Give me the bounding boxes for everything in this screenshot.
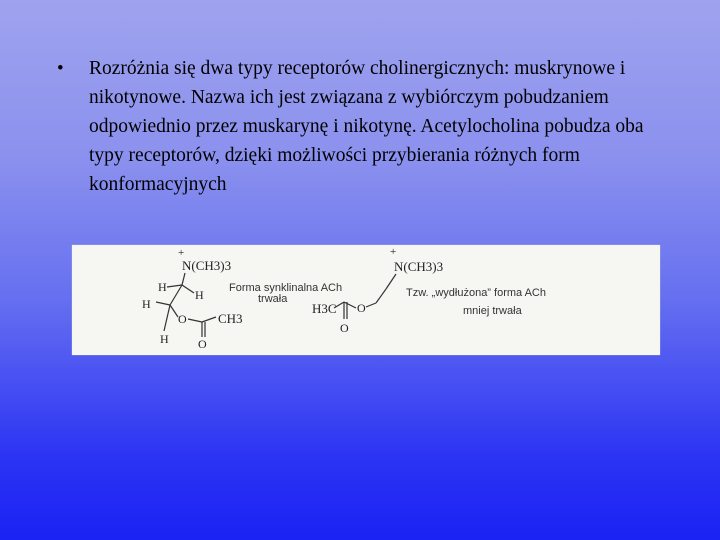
left-caption-line2: trwała	[258, 293, 288, 305]
chemical-structures-drawing	[72, 245, 660, 355]
right-n-group: N(CH3)3	[394, 259, 444, 274]
left-h3: H	[142, 297, 151, 311]
right-bond	[386, 274, 396, 289]
synclinal-structure	[142, 247, 243, 351]
left-bond	[170, 285, 182, 305]
right-h3c: H3C	[312, 301, 337, 316]
left-o-ester: O	[178, 312, 187, 326]
bullet-icon: •	[57, 58, 64, 79]
right-caption-line2: mniej trwała	[463, 305, 522, 317]
bullet-text: Rozróżnia się dwa typy receptorów cholinergicznych: muskrynowe i nikotynowe. Nazwa ich jest związana z wybiórczym pobudzaniem odpowiednio przez muskarynę i nikotynę. Acetylocholina pobudza oba typy receptorów, dzięki możliwości przybierania różnych form konformacyjnych	[89, 58, 644, 195]
left-h2: H	[195, 288, 204, 302]
right-o-ester: O	[357, 301, 366, 315]
extended-caption	[406, 287, 546, 317]
left-n-group: N(CH3)3	[182, 258, 232, 273]
left-h4: H	[160, 332, 169, 346]
right-caption-line1: Tzw. „wydłużona” forma ACh	[406, 287, 546, 299]
left-bond	[188, 319, 202, 322]
right-bond	[344, 302, 356, 308]
left-bond	[170, 305, 178, 317]
left-bond	[156, 302, 170, 305]
left-o-carbonyl: O	[198, 337, 207, 351]
left-caption-line1: Forma synklinalna ACh	[229, 282, 343, 294]
left-bond	[182, 273, 185, 285]
left-bond	[167, 285, 182, 287]
right-o-carbonyl: O	[340, 321, 349, 335]
right-bond	[366, 303, 376, 307]
left-h1: H	[158, 280, 167, 294]
left-plus-charge: +	[178, 247, 185, 259]
acetylcholine-conformations-figure	[72, 245, 660, 355]
left-bond	[182, 285, 194, 293]
left-bond	[202, 317, 216, 322]
right-bond	[376, 289, 386, 303]
left-ch3: CH3	[218, 311, 243, 326]
bullet-paragraph	[57, 54, 667, 199]
right-plus-charge: +	[390, 246, 397, 258]
left-bond	[164, 305, 170, 331]
